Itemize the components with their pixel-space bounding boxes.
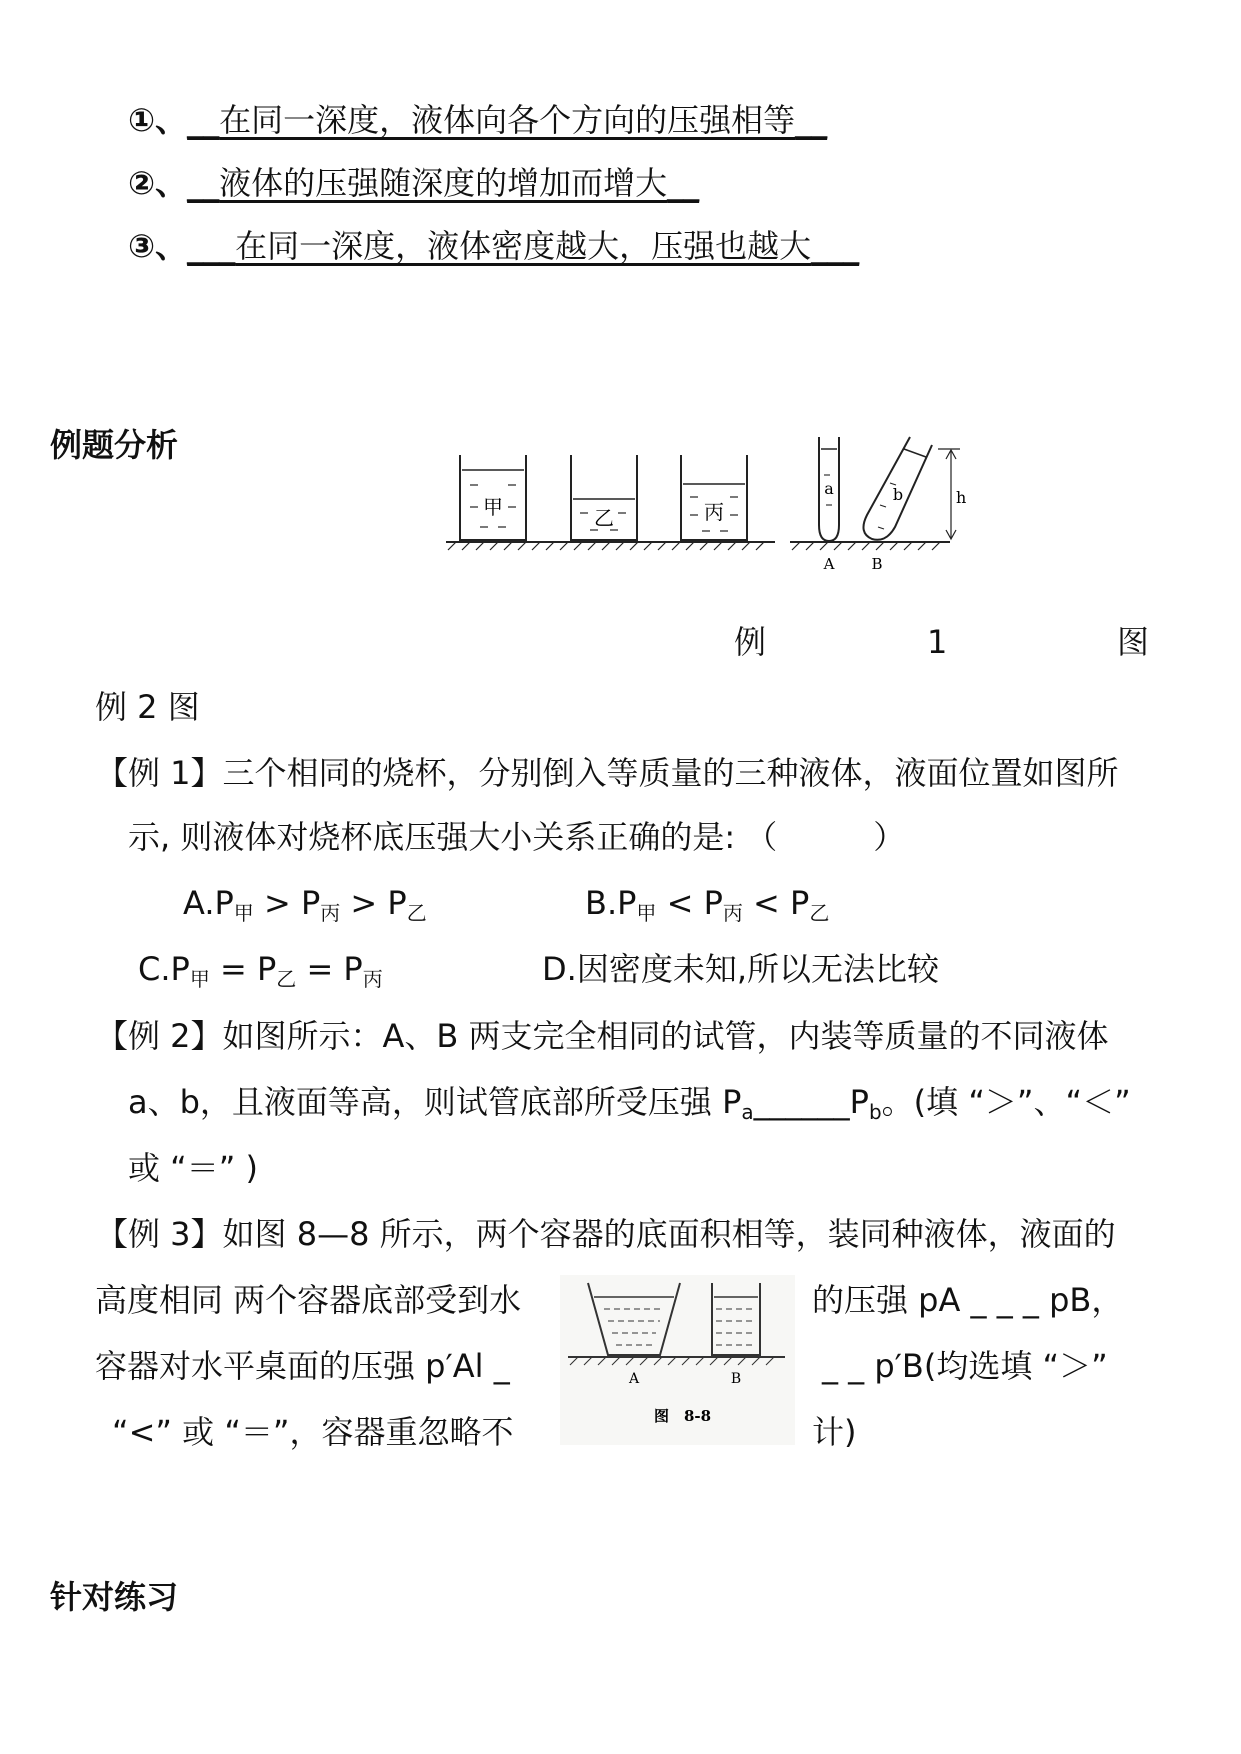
example-3-right-2: _ _ p′B(均选填 “＞”: [822, 1347, 1108, 1385]
beaker-label-jia: 甲: [483, 495, 503, 519]
section-heading-practice: 针对练习: [50, 1578, 179, 1616]
option-c: [138, 949, 383, 999]
example-3-right-1: 的压强 pA _ _ _ pB，: [812, 1281, 1124, 1319]
conclusion-2: [128, 163, 699, 203]
option-text: > P: [340, 884, 407, 922]
conclusion-number: ②、: [128, 164, 188, 202]
example-3-left-1: 高度相同 两个容器底部受到水: [95, 1281, 522, 1319]
option-text: > P: [253, 884, 321, 922]
subscript: b: [868, 1100, 882, 1124]
option-d: D.因密度未知,所以无法比较: [542, 950, 939, 988]
blank: __: [187, 164, 220, 202]
conclusion-text: 液体的压强随深度的增加而增大: [219, 164, 668, 202]
caption-number: 1: [927, 623, 948, 661]
subscript: 乙: [276, 967, 297, 991]
tube-label-b: b: [892, 485, 904, 504]
example-1-2-figure: [440, 435, 980, 575]
example-1-line-2: 示, 则液体对烧杯底压强大小关系正确的是: （ ）: [128, 818, 906, 856]
example-1-line-1: 【例 1】三个相同的烧杯，分别倒入等质量的三种液体，液面位置如图所: [96, 754, 1119, 792]
blank: ___: [187, 227, 236, 265]
blank: __: [795, 101, 828, 139]
option-text: = P: [209, 950, 277, 988]
container-label-b: B: [730, 1371, 742, 1387]
text: 。(填 “＞”、“＜”: [881, 1083, 1131, 1121]
point-label-b: B: [871, 555, 883, 573]
conclusion-number: ①、: [128, 101, 188, 139]
subscript: 丙: [362, 967, 383, 991]
subscript: 甲: [189, 967, 210, 991]
blank: ___: [811, 227, 860, 265]
example-2-line-3: 或 “＝” ): [128, 1149, 258, 1187]
option-b: [585, 883, 829, 933]
blank: __: [187, 101, 220, 139]
subscript: 丙: [722, 901, 743, 925]
subscript: a: [741, 1100, 754, 1124]
conclusion-number: ③、: [128, 227, 188, 265]
caption-word-tu: 图: [1117, 623, 1150, 661]
section-heading-examples: 例题分析: [50, 426, 179, 464]
beaker-label-bing: 丙: [704, 500, 724, 524]
text: a、b，且液面等高，则试管底部所受压强 P: [128, 1083, 742, 1121]
option-text: = P: [296, 950, 363, 988]
example-3-left-3: “<” 或 “＝”，容器重忽略不: [112, 1413, 514, 1451]
option-text: < P: [656, 884, 723, 922]
example-3-right-3: 计): [812, 1413, 857, 1451]
option-a: [183, 883, 427, 933]
subscript: 乙: [809, 901, 830, 925]
example-2-line-2: [128, 1082, 1131, 1132]
conclusion-1: [128, 100, 827, 140]
example-3-left-2: 容器对水平桌面的压强 p′Al _: [95, 1347, 510, 1385]
conclusion-text: 在同一深度，液体向各个方向的压强相等: [219, 101, 796, 139]
caption-word-li: 例: [734, 623, 767, 661]
point-label-a: A: [823, 555, 835, 573]
blank: __: [667, 164, 700, 202]
tube-label-a: a: [824, 479, 834, 498]
figure-caption: 图 8-8: [654, 1407, 712, 1425]
figure-8-8: [560, 1275, 795, 1445]
option-text: < P: [742, 884, 810, 922]
conclusion-text: 在同一深度，液体密度越大，压强也越大: [235, 227, 812, 265]
height-label-h: h: [956, 488, 967, 507]
conclusion-3: [128, 226, 859, 266]
option-text: A.P: [183, 884, 234, 922]
subscript: 甲: [636, 901, 657, 925]
option-text: C.P: [138, 950, 190, 988]
container-label-a: A: [628, 1371, 640, 1387]
beaker-label-yi: 乙: [594, 506, 614, 530]
caption-example-2: 例 2 图: [95, 688, 200, 726]
subscript: 甲: [233, 901, 254, 925]
example-2-line-1: 【例 2】如图所示：A、B 两支完全相同的试管，内装等质量的不同液体: [96, 1017, 1109, 1055]
subscript: 丙: [320, 901, 341, 925]
answer-blank: ______P: [753, 1083, 869, 1121]
example-3-line-1: 【例 3】如图 8—8 所示，两个容器的底面积相等，装同种液体，液面的: [96, 1215, 1116, 1253]
option-text: B.P: [585, 884, 637, 922]
subscript: 乙: [406, 901, 427, 925]
